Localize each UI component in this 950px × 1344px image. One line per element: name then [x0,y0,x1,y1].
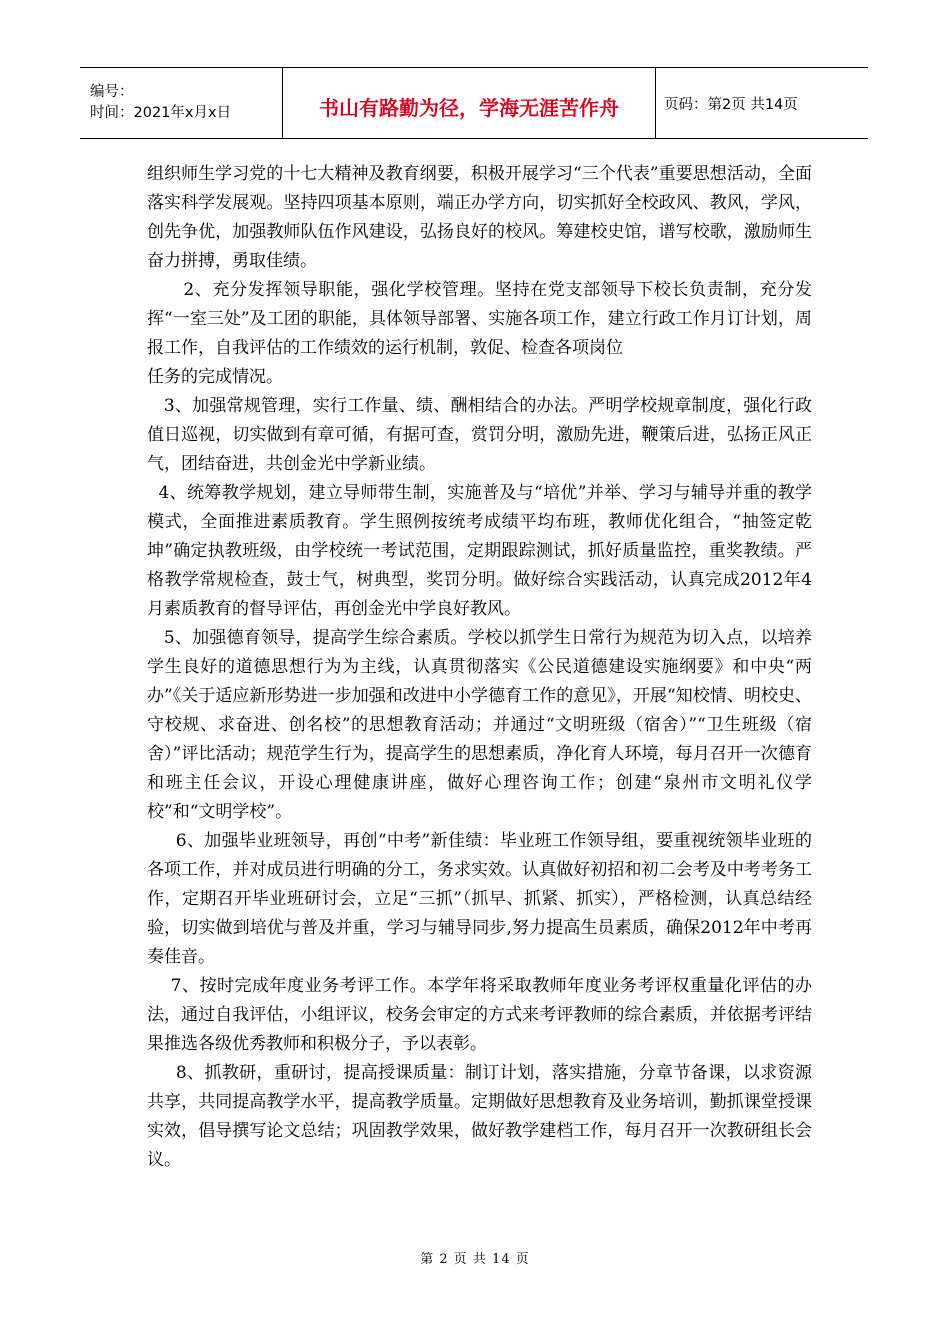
paragraph: 3、加强常规管理，实行工作量、绩、酬相结合的办法。严明学校规章制度，强化行政值日巡视，切实做到有章可循，有据可查，赏罚分明，激励先进，鞭策后进，弘扬正风正气，团结奋进，共创金光中学新业绩。 [147,396,812,474]
paragraph: 6、加强毕业班领导，再创“中考”新佳绩：毕业班工作领导组，要重视统领毕业班的各项工作，并对成员进行明确的分工，务求实效。认真做好初招和初二会考及中考考务工作，定期召开毕业班研讨会，立足“三抓”（抓早、抓紧、抓实），严格检测，认真总结经验，切实做到培优与普及并重，学习与辅导同步,努力提高生员素质，确保2012年中考再奏佳音。 [147,831,812,967]
paragraph: 组织师生学习党的十七大精神及教育纲要，积极开展学习“三个代表”重要思想活动，全面落实科学发展观。坚持四项基本原则，端正办学方向，切实抓好全校政风、教风，学风，创先争优，加强教师队伍作风建设，弘扬良好的校风。筹建校史馆，谱写校歌，激励师生奋力拼搏，勇取佳绩。 [147,164,812,271]
document-number: 编号： [90,84,134,100]
header-meta [80,68,282,138]
paragraph: 8、抓教研，重研讨，提高授课质量：制订计划，落实措施，分章节备课，以求资源共享，共同提高教学水平，提高教学质量。定期做好思想教育及业务培训，勤抓课堂授课实效，倡导撰写论文总结；巩固教学效果，做好教学建档工作，每月召开一次教研组长会议。 [147,1063,812,1170]
header-page-number: 页码：第2页 共14页 [664,96,798,113]
page-footer: 第 2 页 共 14 页 [420,1252,530,1267]
document-body [147,160,812,1175]
page-header [80,67,868,139]
paragraph: 2、充分发挥领导职能，强化学校管理。坚持在党支部领导下校长负责制，充分发挥“一室三处”及工团的职能，具体领导部署、实施各项工作，建立行政工作月订计划，周报工作，自我评估的工作绩效的运行机制，敦促、检查各项岗位 [147,280,812,358]
paragraph: 4、统筹教学规划，建立导师带生制，实施普及与“培优”并举、学习与辅导并重的教学模式，全面推进素质教育。学生照例按统考成绩平均布班，教师优化组合，“抽签定乾坤”确定执教班级，由学校统一考试范围，定期跟踪测试，抓好质量监控，重奖教绩。严格教学常规检查，鼓士气，树典型，奖罚分明。做好综合实践活动，认真完成2012年4月素质教育的督导评估，再创金光中学良好教风。 [147,483,812,619]
header-motto: 书山有路勤为径，学海无涯苦作舟 [282,68,656,138]
paragraph: 7、按时完成年度业务考评工作。本学年将采取教师年度业务考评权重量化评估的办法，通过自我评估，小组评议，校务会审定的方式来考评教师的综合素质，并依据考评结果推选各级优秀教师和积极分子，予以表彰。 [147,976,812,1054]
paragraph: 任务的完成情况。 [147,367,283,387]
paragraph: 5、加强德育领导，提高学生综合素质。学校以抓学生日常行为规范为切入点，以培养学生良好的道德思想行为为主线，认真贯彻落实《公民道德建设实施纲要》和中央“两办”《关于适应新形势进一步加强和改进中小学德育工作的意见》，开展“知校情、明校史、守校规、求奋进、创名校”的思想教育活动；并通过“文明班级（宿舍）”“卫生班级（宿舍）”评比活动；规范学生行为，提高学生的思想素质，净化育人环境，每月召开一次德育和班主任会议，开设心理健康讲座，做好心理咨询工作；创建“泉州市文明礼仪学校”和“文明学校”。 [147,628,812,822]
document-date: 时间：2021年x月x日 [90,105,232,121]
